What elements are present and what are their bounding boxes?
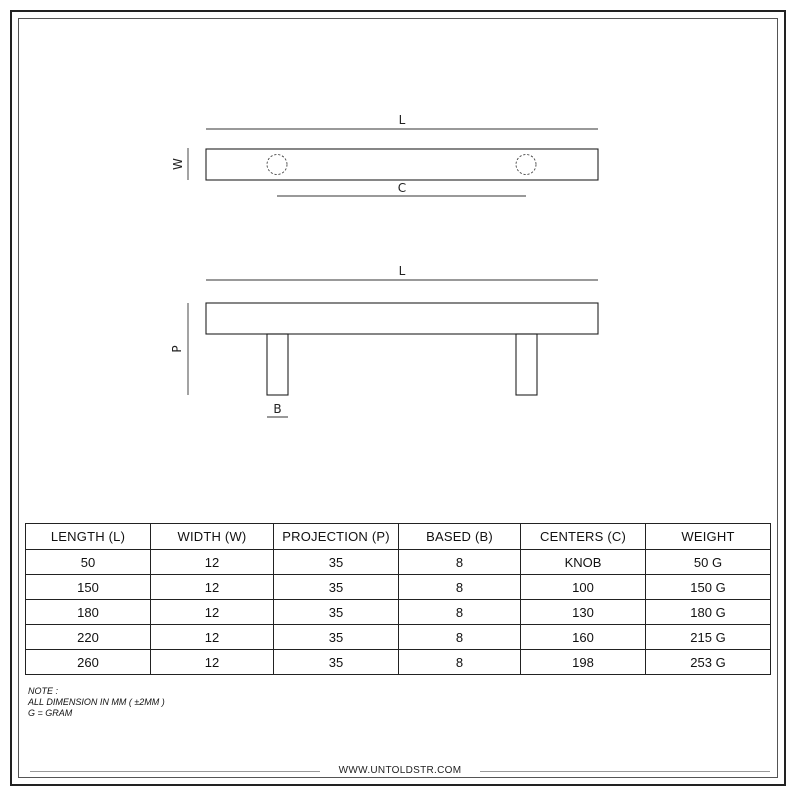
table-row — [26, 575, 771, 600]
cell-weight: 215 G — [646, 625, 771, 650]
header-projection: PROJECTION (P) — [274, 524, 399, 550]
handle-bar-top — [206, 149, 598, 180]
cell-based: 8 — [399, 550, 521, 575]
header-centers: CENTERS (C) — [521, 524, 646, 550]
header-length: LENGTH (L) — [26, 524, 151, 550]
top-view — [171, 113, 598, 196]
cell-based: 8 — [399, 575, 521, 600]
cell-based: 8 — [399, 650, 521, 675]
projection-label: P — [170, 345, 184, 353]
header-based: BASED (B) — [399, 524, 521, 550]
notes-title: NOTE : — [28, 686, 59, 696]
handle-leg-left — [267, 334, 288, 395]
cell-length: 180 — [26, 600, 151, 625]
cell-based: 8 — [399, 625, 521, 650]
header-width: WIDTH (W) — [151, 524, 274, 550]
cell-width: 12 — [151, 625, 274, 650]
cell-width: 12 — [151, 650, 274, 675]
mounting-hole-right — [516, 155, 536, 175]
footer-divider-left — [30, 771, 320, 772]
handle-bar-side — [206, 303, 598, 334]
cell-projection: 35 — [274, 650, 399, 675]
cell-width: 12 — [151, 600, 274, 625]
cell-centers: 130 — [521, 600, 646, 625]
spec-table-header-row — [26, 524, 771, 550]
cell-length: 260 — [26, 650, 151, 675]
cell-projection: 35 — [274, 575, 399, 600]
cell-weight: 180 G — [646, 600, 771, 625]
cell-weight: 253 G — [646, 650, 771, 675]
footer-divider-right — [480, 771, 770, 772]
length-label-top: L — [398, 113, 406, 127]
width-label: W — [171, 158, 185, 170]
notes-weight-unit: G = GRAM — [28, 708, 73, 718]
cell-weight: 150 G — [646, 575, 771, 600]
footer-website: WWW.UNTOLDSTR.COM — [338, 765, 462, 776]
cell-length: 50 — [26, 550, 151, 575]
cell-projection: 35 — [274, 600, 399, 625]
spec-table — [25, 523, 771, 675]
cell-length: 150 — [26, 575, 151, 600]
cell-centers: 198 — [521, 650, 646, 675]
cell-width: 12 — [151, 575, 274, 600]
cell-centers: 100 — [521, 575, 646, 600]
header-weight: WEIGHT — [646, 524, 771, 550]
base-label: B — [273, 402, 282, 416]
handle-leg-right — [516, 334, 537, 395]
centers-label: C — [397, 181, 407, 195]
cell-projection: 35 — [274, 550, 399, 575]
cell-centers: 160 — [521, 625, 646, 650]
cell-width: 12 — [151, 550, 274, 575]
notes-block — [28, 686, 165, 719]
side-view — [170, 264, 598, 417]
notes-dimension-tolerance: ALL DIMENSION IN MM ( ±2MM ) — [28, 697, 165, 707]
cell-projection: 35 — [274, 625, 399, 650]
table-row — [26, 650, 771, 675]
mounting-hole-left — [267, 155, 287, 175]
length-label-side: L — [398, 264, 406, 278]
cell-centers: KNOB — [521, 550, 646, 575]
table-row — [26, 625, 771, 650]
cell-length: 220 — [26, 625, 151, 650]
cell-based: 8 — [399, 600, 521, 625]
footer — [30, 764, 770, 778]
table-row — [26, 550, 771, 575]
cell-weight: 50 G — [646, 550, 771, 575]
table-row — [26, 600, 771, 625]
